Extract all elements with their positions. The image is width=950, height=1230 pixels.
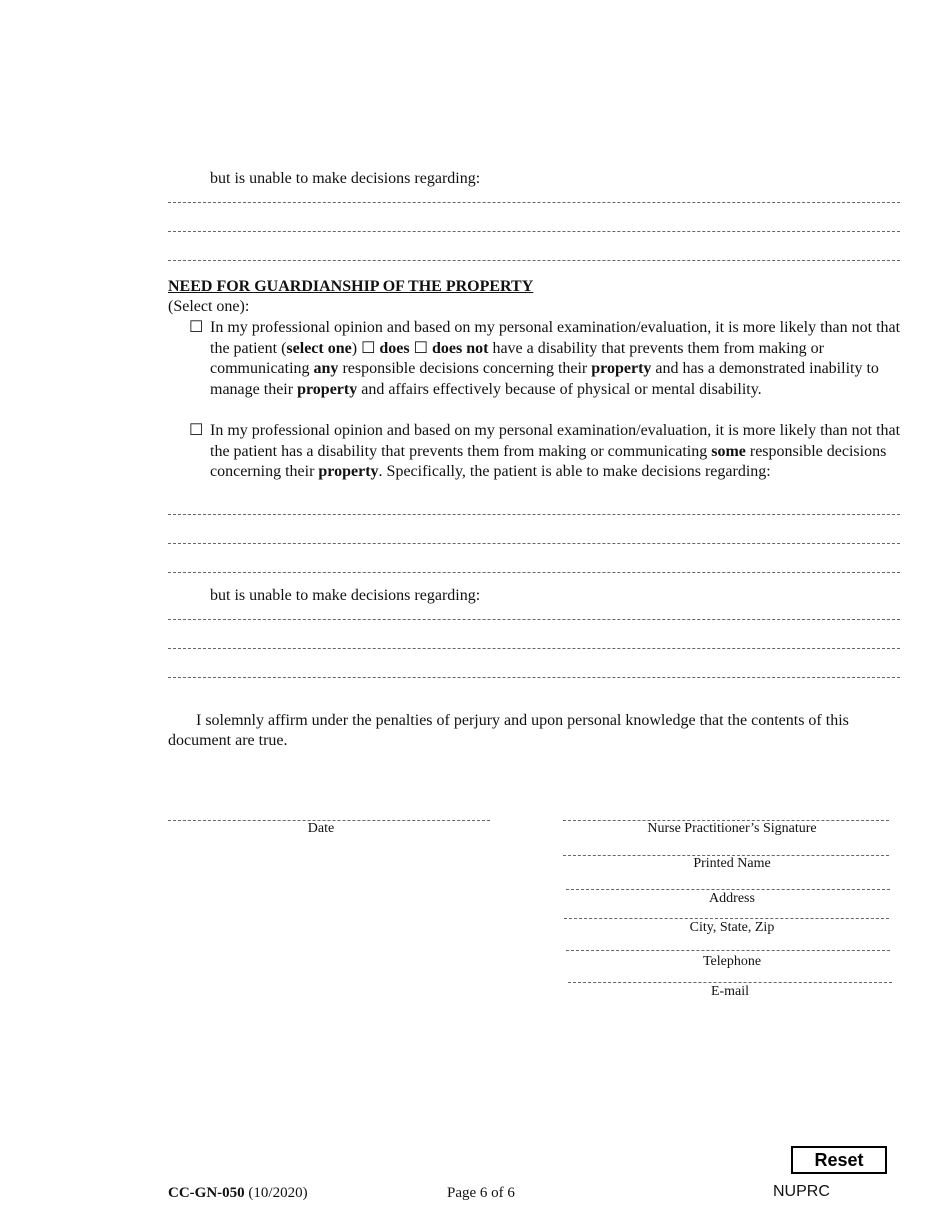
fill-line-able-1[interactable] [168, 514, 900, 515]
reset-button[interactable]: Reset [791, 1146, 887, 1174]
date-label: Date [307, 821, 335, 836]
address-line[interactable] [566, 889, 890, 890]
telephone-line[interactable] [566, 950, 890, 951]
fill-line-able-2[interactable] [168, 543, 900, 544]
fill-line-top-3[interactable] [168, 260, 900, 261]
email-label: E-mail [710, 984, 750, 999]
form-code [168, 1184, 308, 1202]
signature-label: Nurse Practitioner’s Signature [647, 821, 817, 836]
fill-line-top-2[interactable] [168, 231, 900, 232]
form-code-date: (10/2020) [244, 1185, 308, 1201]
printed-name-label: Printed Name [693, 856, 771, 871]
affirmation-line1: I solemnly affirm under the penalties of perjury and upon personal knowledge that the contents of this [196, 712, 849, 729]
fill-line-unable-3[interactable] [168, 677, 900, 678]
city-state-zip-line[interactable] [564, 918, 889, 919]
city-state-zip-label: City, State, Zip [689, 920, 775, 935]
option1-checkbox[interactable]: ☐ [189, 319, 204, 336]
property-section-heading: NEED FOR GUARDIANSHIP OF THE PROPERTY [168, 278, 534, 295]
page-number: Page 6 of 6 [447, 1185, 515, 1201]
fill-line-unable-2[interactable] [168, 648, 900, 649]
option1-text: In my professional opinion and based on my personal examination/evaluation, it is more likely than not that the patient (select one) ☐ does ☐ does not have a disability that prevents them from making or communicating any responsible decisions concerning their property and has a demonstrated inability to manage their property and affairs effectively because of physical or mental disability. [210, 319, 901, 398]
select-one-instruction: (Select one): [168, 298, 250, 315]
fill-line-unable-1[interactable] [168, 619, 900, 620]
telephone-label: Telephone [702, 954, 762, 969]
fill-line-able-3[interactable] [168, 572, 900, 573]
option2-checkbox[interactable]: ☐ [189, 422, 204, 439]
nuprc-label: NUPRC [773, 1183, 830, 1200]
form-code-number: CC-GN-050 [168, 1185, 245, 1201]
option2-text: In my professional opinion and based on my personal examination/evaluation, it is more likely than not that the patient has a disability that prevents them from making or communicating some responsible decisions concerning their property. Specifically, the patient is able to make decisions regarding: [210, 422, 901, 480]
unable-decisions-label-property: but is unable to make decisions regarding: [210, 587, 481, 604]
address-label: Address [709, 891, 755, 906]
email-line[interactable] [568, 982, 892, 983]
does-checkbox[interactable]: ☐ [361, 339, 376, 357]
fill-line-top-1[interactable] [168, 202, 900, 203]
does-not-checkbox[interactable]: ☐ [413, 339, 428, 357]
unable-decisions-label-top: but is unable to make decisions regarding: [210, 170, 481, 187]
affirmation-line2: document are true. [168, 732, 288, 749]
